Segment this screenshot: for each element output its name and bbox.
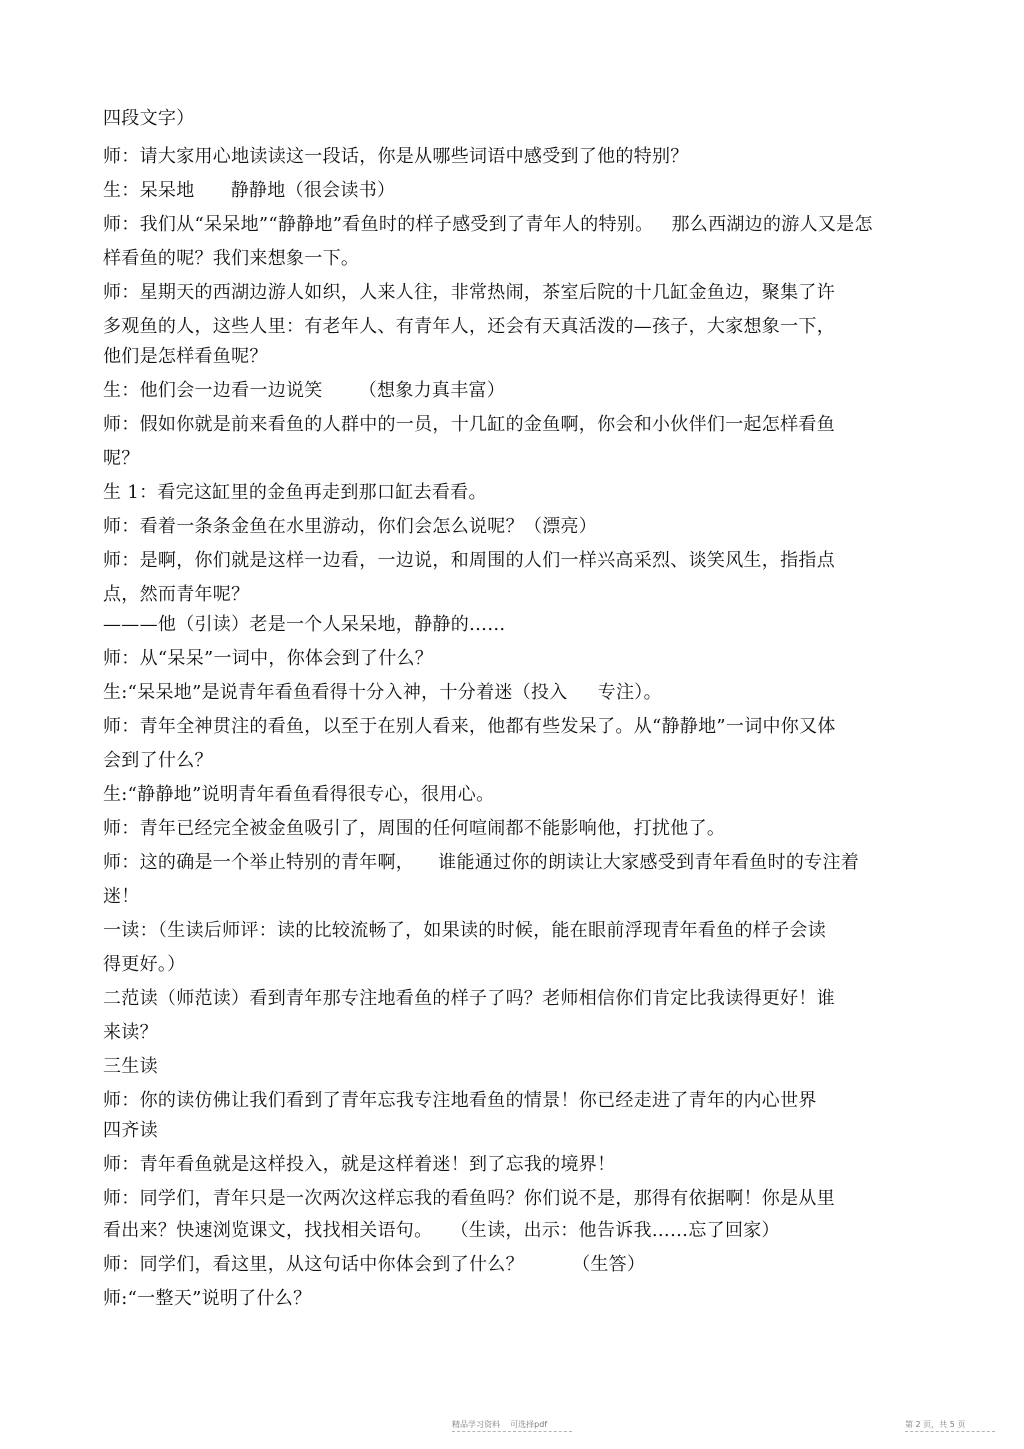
- text-line: 师：我们从“呆呆地”“静静地”看鱼时的样子感受到了青年人的特别。 那么西湖边的游人又是怎: [103, 214, 873, 235]
- text-line: 师：你的读仿佛让我们看到了青年忘我专注地看鱼的情景！你已经走进了青年的内心世界: [103, 1090, 817, 1111]
- text-line: 生 1：看完这缸里的金鱼再走到那口缸去看看。: [103, 482, 487, 503]
- footer-divider: [452, 1431, 572, 1432]
- text-line: 呢？: [103, 448, 140, 469]
- text-line: 师：看着一条条金鱼在水里游动，你们会怎么说呢？（漂亮）: [103, 516, 598, 537]
- footer-source-label: 精品学习资料 可选择pdf: [452, 1420, 548, 1429]
- page-number: 第 2 页，共 5 页: [905, 1420, 966, 1429]
- text-line: 生：呆呆地 静静地（很会读书）: [103, 180, 396, 201]
- text-line: 看出来？快速浏览课文，找找相关语句。 （生读，出示：他告诉我……忘了回家）: [103, 1220, 780, 1241]
- text-line: 得更好。）: [103, 954, 186, 975]
- text-line: 生:“静静地”说明青年看鱼看得很专心，很用心。: [103, 784, 495, 805]
- text-line: 师：从“呆呆”一词中，你体会到了什么？: [103, 648, 434, 669]
- text-line: 师：青年已经完全被金鱼吸引了，周围的任何喧闹都不能影响他，打扰他了。: [103, 818, 726, 839]
- text-line: 三生读: [103, 1056, 158, 1077]
- text-line: 他们是怎样看鱼呢？: [103, 346, 268, 367]
- page-footer: [0, 1419, 1024, 1439]
- text-line: 迷！: [103, 886, 140, 907]
- text-line: 师:“一整天”说明了什么？: [103, 1288, 312, 1309]
- text-line: 来读？: [103, 1022, 158, 1043]
- text-line: 师：这的确是一个举止特别的青年啊， 谁能通过你的朗读让大家感受到青年看鱼时的专注着: [103, 852, 860, 873]
- document-body: [103, 108, 923, 1310]
- text-line: 会到了什么？: [103, 750, 213, 771]
- text-line: 生：他们会一边看一边说笑 （想象力真丰富）: [103, 380, 506, 401]
- text-line: 一读：（生读后师评：读的比较流畅了，如果读的时候，能在眼前浮现青年看鱼的样子会读: [103, 920, 826, 941]
- text-line: 师：同学们，青年只是一次两次这样忘我的看鱼吗？你们说不是，那得有依据啊！你是从里: [103, 1188, 835, 1209]
- text-line: 四段文字）: [103, 108, 195, 129]
- text-line: 师：星期天的西湖边游人如织，人来人往，非常热闹，茶室后院的十几缸金鱼边，聚集了许: [103, 282, 835, 303]
- text-line: 师：请大家用心地读读这一段话，你是从哪些词语中感受到了他的特别？: [103, 146, 689, 167]
- text-line: 师：青年全神贯注的看鱼，以至于在别人看来，他都有些发呆了。从“静静地”一词中你又体: [103, 716, 836, 737]
- text-line: 多观鱼的人，这些人里：有老年人、有青年人，还会有天真活泼的—孩子，大家想象一下，: [103, 316, 835, 337]
- text-line: 师：同学们，看这里，从这句话中你体会到了什么？ （生答）: [103, 1254, 646, 1275]
- text-line: 二范读（师范读）看到青年那专注地看鱼的样子了吗？老师相信你们肯定比我读得更好！谁: [103, 988, 835, 1009]
- text-line: 生:“呆呆地”是说青年看鱼看得十分入神，十分着迷（投入 专注）。: [103, 682, 662, 703]
- text-line: 师：是啊，你们就是这样一边看，一边说，和周围的人们一样兴高采烈、谈笑风生，指指点: [103, 550, 835, 571]
- footer-divider: [905, 1431, 995, 1432]
- text-line: 样看鱼的呢？我们来想象一下。: [103, 248, 360, 269]
- text-line: 点，然而青年呢？: [103, 584, 250, 605]
- text-line: ———他（引读）老是一个人呆呆地，静静的……: [103, 614, 506, 635]
- text-line: 师：青年看鱼就是这样投入，就是这样着迷！到了忘我的境界！: [103, 1154, 616, 1175]
- text-line: 师：假如你就是前来看鱼的人群中的一员，十几缸的金鱼啊，你会和小伙伴们一起怎样看鱼: [103, 414, 835, 435]
- text-line: 四齐读: [103, 1120, 158, 1141]
